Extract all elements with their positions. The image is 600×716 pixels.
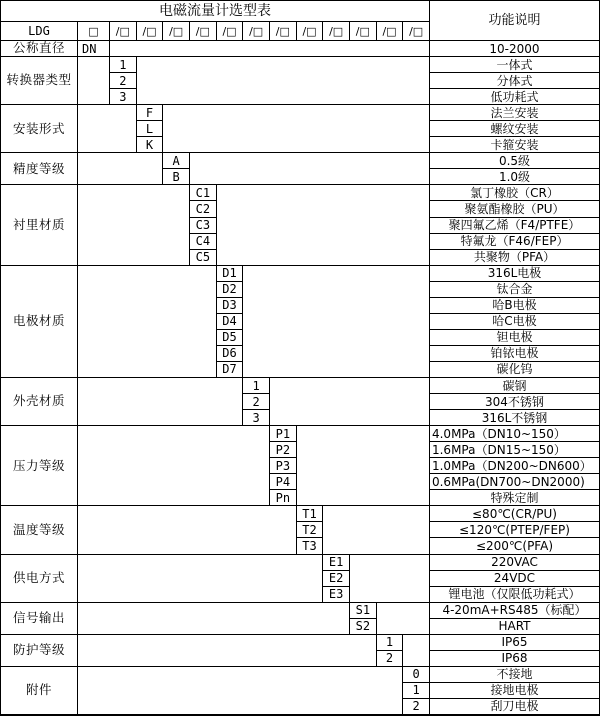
model-first-box: □ bbox=[78, 22, 110, 41]
group-left-filler-pressure-rating bbox=[78, 426, 270, 506]
option-code-housing-material: 3 bbox=[243, 410, 270, 426]
option-code-temperature-rating: T3 bbox=[297, 538, 324, 554]
model-prefix: LDG bbox=[1, 22, 78, 41]
option-description-power-supply: 220VAC bbox=[430, 555, 599, 571]
option-code-power-supply: E2 bbox=[323, 571, 350, 587]
option-code-installation-type: F bbox=[137, 105, 164, 121]
option-description-installation-type: 螺纹安装 bbox=[430, 121, 599, 137]
option-code-liner-material: C2 bbox=[190, 201, 217, 217]
option-code-liner-material: C4 bbox=[190, 234, 217, 250]
model-code-slot: /□ bbox=[110, 22, 137, 41]
group-label-temperature-rating: 温度等级 bbox=[1, 506, 78, 554]
group-left-filler-installation-type bbox=[78, 105, 137, 153]
group-label-accessories: 附件 bbox=[1, 667, 78, 715]
option-code-pressure-rating: P4 bbox=[270, 474, 297, 490]
option-description-housing-material: 304不锈钢 bbox=[430, 394, 599, 410]
option-code-pressure-rating: P1 bbox=[270, 426, 297, 442]
group-left-filler-liner-material bbox=[78, 185, 190, 265]
group-label-electrode-material: 电极材质 bbox=[1, 266, 78, 378]
option-code-electrode-material: D6 bbox=[217, 346, 244, 362]
option-description-accessories: 接地电极 bbox=[430, 683, 599, 699]
option-description-pressure-rating: 1.0MPa（DN200~DN600） bbox=[430, 458, 599, 474]
model-code-slot: /□ bbox=[243, 22, 270, 41]
group-left-filler-electrode-material bbox=[78, 266, 217, 378]
option-description-pressure-rating: 4.0MPa（DN10~150） bbox=[430, 426, 599, 442]
group-left-filler-signal-output bbox=[78, 603, 350, 635]
option-description-electrode-material: 铂铱电极 bbox=[430, 346, 599, 362]
option-description-converter-type: 低功耗式 bbox=[430, 89, 599, 105]
group-right-filler-pressure-rating bbox=[297, 426, 430, 506]
diameter-filler bbox=[110, 41, 430, 57]
option-code-electrode-material: D4 bbox=[217, 314, 244, 330]
group-right-filler-accuracy-class bbox=[190, 153, 430, 185]
option-description-power-supply: 24VDC bbox=[430, 571, 599, 587]
group-label-power-supply: 供电方式 bbox=[1, 555, 78, 603]
option-description-pressure-rating: 0.6MPa(DN700~DN2000) bbox=[430, 474, 599, 490]
group-label-housing-material: 外壳材质 bbox=[1, 378, 78, 426]
option-description-electrode-material: 316L电极 bbox=[430, 266, 599, 282]
group-right-filler-signal-output bbox=[377, 603, 430, 635]
diameter-code: DN bbox=[78, 41, 110, 57]
option-code-liner-material: C5 bbox=[190, 250, 217, 266]
group-left-filler-power-supply bbox=[78, 555, 323, 603]
option-description-temperature-rating: ≤200℃(PFA) bbox=[430, 538, 599, 554]
option-code-temperature-rating: T1 bbox=[297, 506, 324, 522]
option-code-converter-type: 2 bbox=[110, 73, 137, 89]
option-description-installation-type: 法兰安装 bbox=[430, 105, 599, 121]
group-right-filler-power-supply bbox=[350, 555, 430, 603]
model-code-slot: /□ bbox=[323, 22, 350, 41]
group-right-filler-installation-type bbox=[163, 105, 430, 153]
option-code-protection-rating: 1 bbox=[377, 635, 404, 651]
model-code-slot: /□ bbox=[190, 22, 217, 41]
option-code-installation-type: L bbox=[137, 121, 164, 137]
option-code-accessories: 0 bbox=[403, 667, 430, 683]
option-description-electrode-material: 哈B电极 bbox=[430, 298, 599, 314]
model-code-slot: /□ bbox=[163, 22, 190, 41]
option-description-liner-material: 氯丁橡胶（CR） bbox=[430, 185, 599, 201]
option-description-electrode-material: 钛合金 bbox=[430, 282, 599, 298]
model-code-slot: /□ bbox=[297, 22, 324, 41]
group-right-filler-temperature-rating bbox=[323, 506, 430, 554]
group-label-installation-type: 安装形式 bbox=[1, 105, 78, 153]
group-left-filler-protection-rating bbox=[78, 635, 377, 667]
group-right-filler-liner-material bbox=[217, 185, 430, 265]
group-label-protection-rating: 防护等级 bbox=[1, 635, 78, 667]
option-description-accessories: 不接地 bbox=[430, 667, 599, 683]
option-code-electrode-material: D1 bbox=[217, 266, 244, 282]
option-description-liner-material: 聚四氟乙烯（F4/PTFE） bbox=[430, 218, 599, 234]
option-code-signal-output: S2 bbox=[350, 619, 377, 635]
option-description-electrode-material: 碳化钨 bbox=[430, 362, 599, 378]
option-code-pressure-rating: P2 bbox=[270, 442, 297, 458]
option-description-pressure-rating: 特殊定制 bbox=[430, 490, 599, 506]
option-description-converter-type: 分体式 bbox=[430, 73, 599, 89]
option-code-liner-material: C3 bbox=[190, 218, 217, 234]
option-description-housing-material: 316L不锈钢 bbox=[430, 410, 599, 426]
model-code-slot: /□ bbox=[137, 22, 164, 41]
group-left-filler-accuracy-class bbox=[78, 153, 163, 185]
diameter-description: 10-2000 bbox=[430, 41, 599, 57]
group-left-filler-accessories bbox=[78, 667, 403, 715]
option-description-signal-output: HART bbox=[430, 619, 599, 635]
option-code-power-supply: E3 bbox=[323, 587, 350, 603]
option-description-signal-output: 4-20mA+RS485（标配） bbox=[430, 603, 599, 619]
option-description-accuracy-class: 1.0级 bbox=[430, 169, 599, 185]
option-code-electrode-material: D5 bbox=[217, 330, 244, 346]
table-title: 电磁流量计选型表 bbox=[1, 1, 430, 22]
option-code-liner-material: C1 bbox=[190, 185, 217, 201]
group-left-filler-temperature-rating bbox=[78, 506, 297, 554]
model-code-slot: /□ bbox=[217, 22, 244, 41]
group-label-liner-material: 衬里材质 bbox=[1, 185, 78, 265]
option-description-power-supply: 锂电池（仅限低功耗式） bbox=[430, 587, 599, 603]
row-label-diameter: 公称直径 bbox=[1, 41, 78, 57]
group-left-filler-housing-material bbox=[78, 378, 243, 426]
option-description-accuracy-class: 0.5级 bbox=[430, 153, 599, 169]
option-description-housing-material: 碳钢 bbox=[430, 378, 599, 394]
option-description-installation-type: 卡箍安装 bbox=[430, 137, 599, 153]
option-code-power-supply: E1 bbox=[323, 555, 350, 571]
option-description-liner-material: 共聚物（PFA） bbox=[430, 250, 599, 266]
group-right-filler-converter-type bbox=[137, 57, 430, 105]
option-code-installation-type: K bbox=[137, 137, 164, 153]
option-code-accuracy-class: B bbox=[163, 169, 190, 185]
option-description-temperature-rating: ≤120℃(PTEP/FEP) bbox=[430, 522, 599, 538]
option-code-housing-material: 1 bbox=[243, 378, 270, 394]
group-label-accuracy-class: 精度等级 bbox=[1, 153, 78, 185]
option-code-electrode-material: D3 bbox=[217, 298, 244, 314]
group-label-signal-output: 信号输出 bbox=[1, 603, 78, 635]
option-description-electrode-material: 钽电极 bbox=[430, 330, 599, 346]
model-code-slot: /□ bbox=[403, 22, 430, 41]
option-description-temperature-rating: ≤80℃(CR/PU) bbox=[430, 506, 599, 522]
option-code-housing-material: 2 bbox=[243, 394, 270, 410]
option-code-pressure-rating: P3 bbox=[270, 458, 297, 474]
option-description-protection-rating: IP65 bbox=[430, 635, 599, 651]
option-code-converter-type: 1 bbox=[110, 57, 137, 73]
function-column-header: 功能说明 bbox=[430, 1, 599, 41]
option-code-converter-type: 3 bbox=[110, 89, 137, 105]
group-right-filler-housing-material bbox=[270, 378, 430, 426]
group-left-filler-converter-type bbox=[78, 57, 110, 105]
option-description-accessories: 刮刀电极 bbox=[430, 699, 599, 715]
option-code-accuracy-class: A bbox=[163, 153, 190, 169]
option-code-electrode-material: D7 bbox=[217, 362, 244, 378]
option-description-converter-type: 一体式 bbox=[430, 57, 599, 73]
option-code-accessories: 1 bbox=[403, 683, 430, 699]
group-right-filler-electrode-material bbox=[243, 266, 430, 378]
option-code-signal-output: S1 bbox=[350, 603, 377, 619]
model-code-slot: /□ bbox=[350, 22, 377, 41]
option-description-electrode-material: 哈C电极 bbox=[430, 314, 599, 330]
model-code-slot: /□ bbox=[377, 22, 404, 41]
group-label-converter-type: 转换器类型 bbox=[1, 57, 78, 105]
option-code-protection-rating: 2 bbox=[377, 651, 404, 667]
option-code-temperature-rating: T2 bbox=[297, 522, 324, 538]
option-description-protection-rating: IP68 bbox=[430, 651, 599, 667]
option-description-pressure-rating: 1.6MPa（DN15~150） bbox=[430, 442, 599, 458]
option-code-pressure-rating: Pn bbox=[270, 490, 297, 506]
option-description-liner-material: 聚氨酯橡胶（PU） bbox=[430, 201, 599, 217]
model-code-slot: /□ bbox=[270, 22, 297, 41]
option-code-electrode-material: D2 bbox=[217, 282, 244, 298]
option-code-accessories: 2 bbox=[403, 699, 430, 715]
group-right-filler-protection-rating bbox=[403, 635, 430, 667]
option-description-liner-material: 特氟龙（F46/FEP） bbox=[430, 234, 599, 250]
group-label-pressure-rating: 压力等级 bbox=[1, 426, 78, 506]
